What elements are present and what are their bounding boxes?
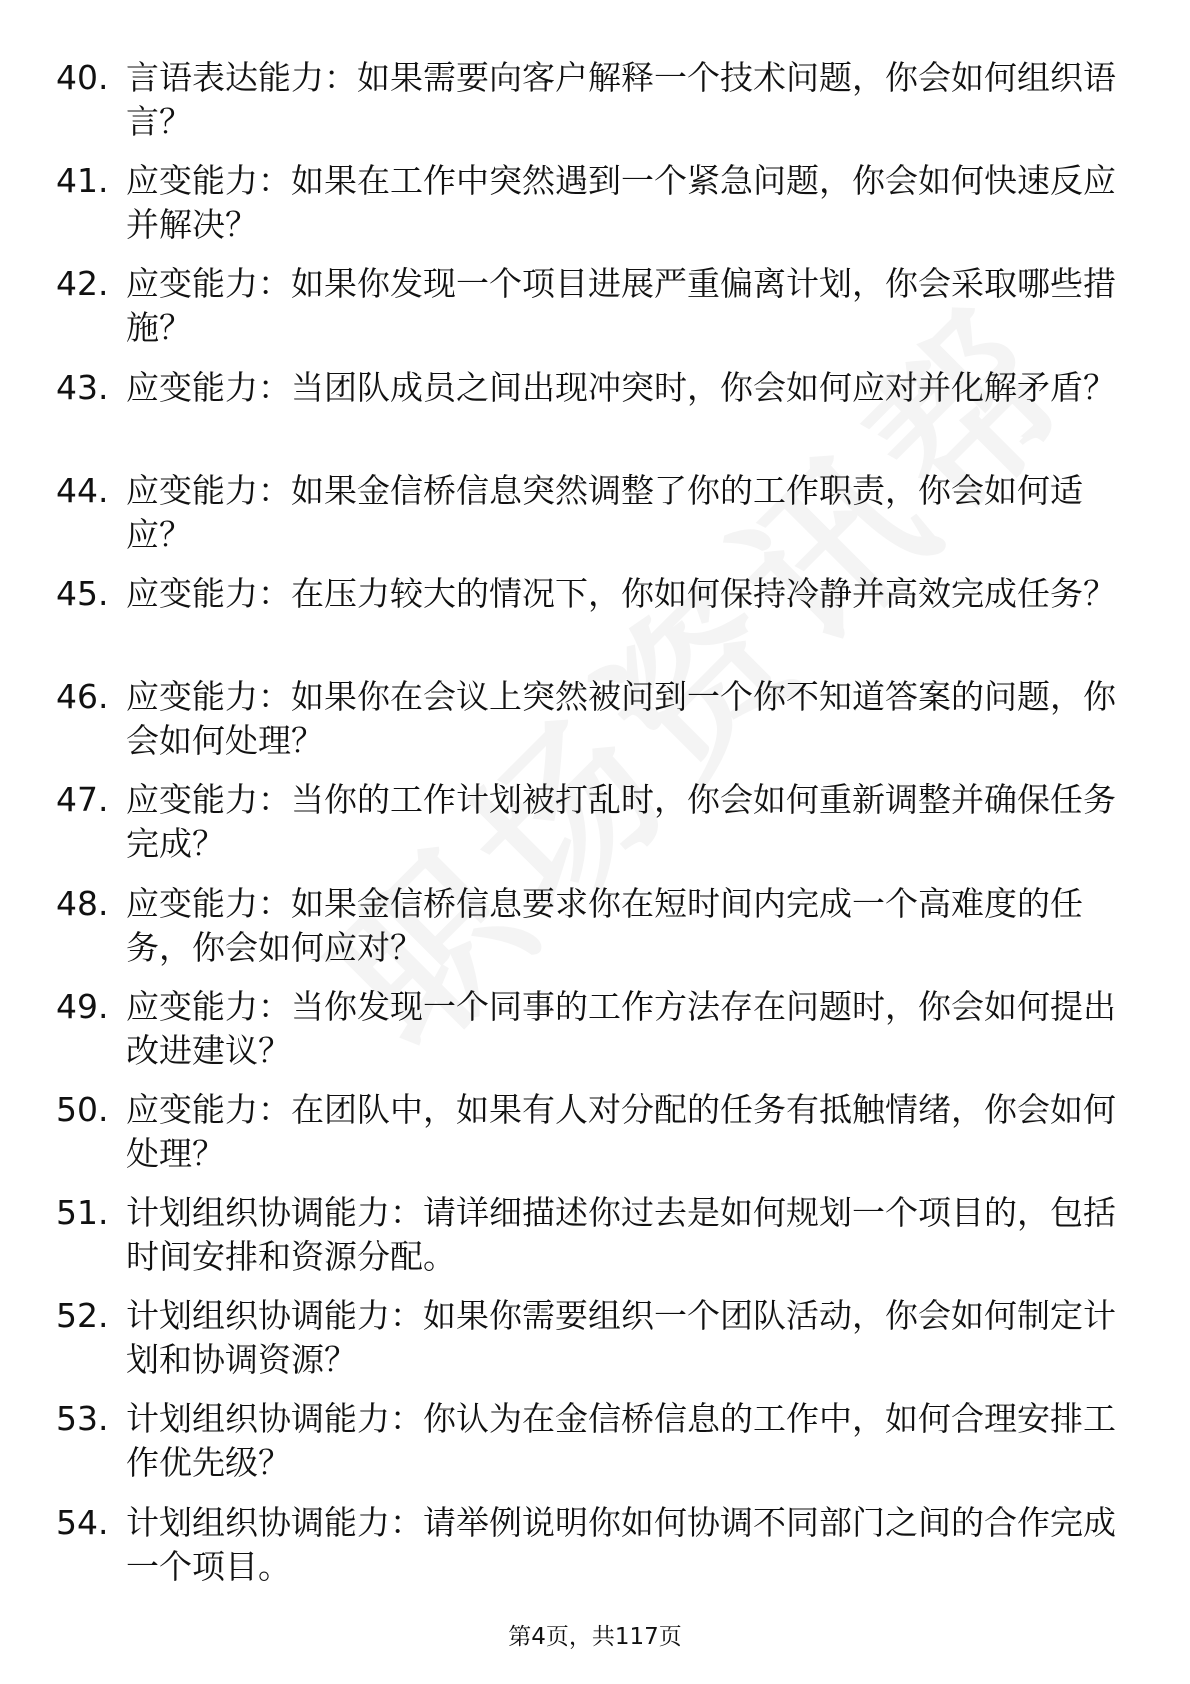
question-item [0, 366, 1190, 454]
question-number: 53. [56, 1399, 109, 1439]
page-footer: 第4页，共117页 [508, 1624, 682, 1650]
question-number: 43. [56, 367, 109, 407]
question-item [0, 469, 1190, 557]
question-item [0, 675, 1190, 763]
question-number: 40. [56, 58, 109, 97]
question-list [0, 56, 1190, 1604]
question-item [0, 778, 1190, 866]
question-number: 45. [56, 573, 109, 613]
question-text: 应变能力：如果在工作中突然遇到一个紧急问题，你会如何快速反应并解决？ [126, 161, 1116, 245]
question-number: 41. [56, 161, 109, 201]
question-text: 应变能力：如果你发现一个项目进展严重偏离计划，你会采取哪些措施？ [126, 264, 1116, 348]
question-number: 52. [56, 1296, 109, 1336]
question-item [0, 882, 1190, 970]
question-text: 应变能力：如果金信桥信息突然调整了你的工作职责，你会如何适应？ [126, 470, 1083, 554]
question-number: 49. [56, 986, 109, 1026]
question-text: 应变能力：如果金信桥信息要求你在短时间内完成一个高难度的任务，你会如何应对？ [126, 883, 1083, 967]
question-item [0, 572, 1190, 660]
question-item [0, 1501, 1190, 1589]
question-text: 应变能力：当团队成员之间出现冲突时，你会如何应对并化解矛盾？ [126, 367, 1116, 407]
question-item [0, 1088, 1190, 1176]
question-text: 计划组织协调能力：如果你需要组织一个团队活动，你会如何制定计划和协调资源？ [126, 1296, 1116, 1380]
question-number: 51. [56, 1193, 109, 1233]
question-item [0, 1397, 1190, 1485]
question-number: 47. [56, 780, 109, 820]
question-item [0, 1191, 1190, 1279]
question-text: 言语表达能力：如果需要向客户解释一个技术问题，你会如何组织语言？ [126, 58, 1116, 141]
question-text: 应变能力：在压力较大的情况下，你如何保持冷静并高效完成任务？ [126, 573, 1116, 613]
question-item [0, 1294, 1190, 1382]
question-item [0, 56, 1190, 144]
question-text: 计划组织协调能力：请举例说明你如何协调不同部门之间的合作完成一个项目。 [126, 1502, 1116, 1586]
question-number: 46. [56, 677, 109, 717]
question-number: 48. [56, 883, 109, 923]
question-number: 42. [56, 264, 109, 304]
question-item [0, 262, 1190, 350]
question-text: 应变能力：当你发现一个同事的工作方法存在问题时，你会如何提出改进建议？ [126, 986, 1116, 1070]
question-item [0, 985, 1190, 1073]
question-text: 计划组织协调能力：请详细描述你过去是如何规划一个项目的，包括时间安排和资源分配。 [126, 1193, 1116, 1277]
question-text: 应变能力：在团队中，如果有人对分配的任务有抵触情绪，你会如何处理？ [126, 1089, 1116, 1173]
question-text: 应变能力：当你的工作计划被打乱时，你会如何重新调整并确保任务完成？ [126, 780, 1116, 864]
question-text: 计划组织协调能力：你认为在金信桥信息的工作中，如何合理安排工作优先级？ [126, 1399, 1116, 1483]
question-text: 应变能力：如果你在会议上突然被问到一个你不知道答案的问题，你会如何处理？ [126, 677, 1116, 761]
question-number: 50. [56, 1089, 109, 1129]
question-item [0, 159, 1190, 247]
question-number: 44. [56, 470, 109, 510]
question-number: 54. [56, 1502, 109, 1542]
